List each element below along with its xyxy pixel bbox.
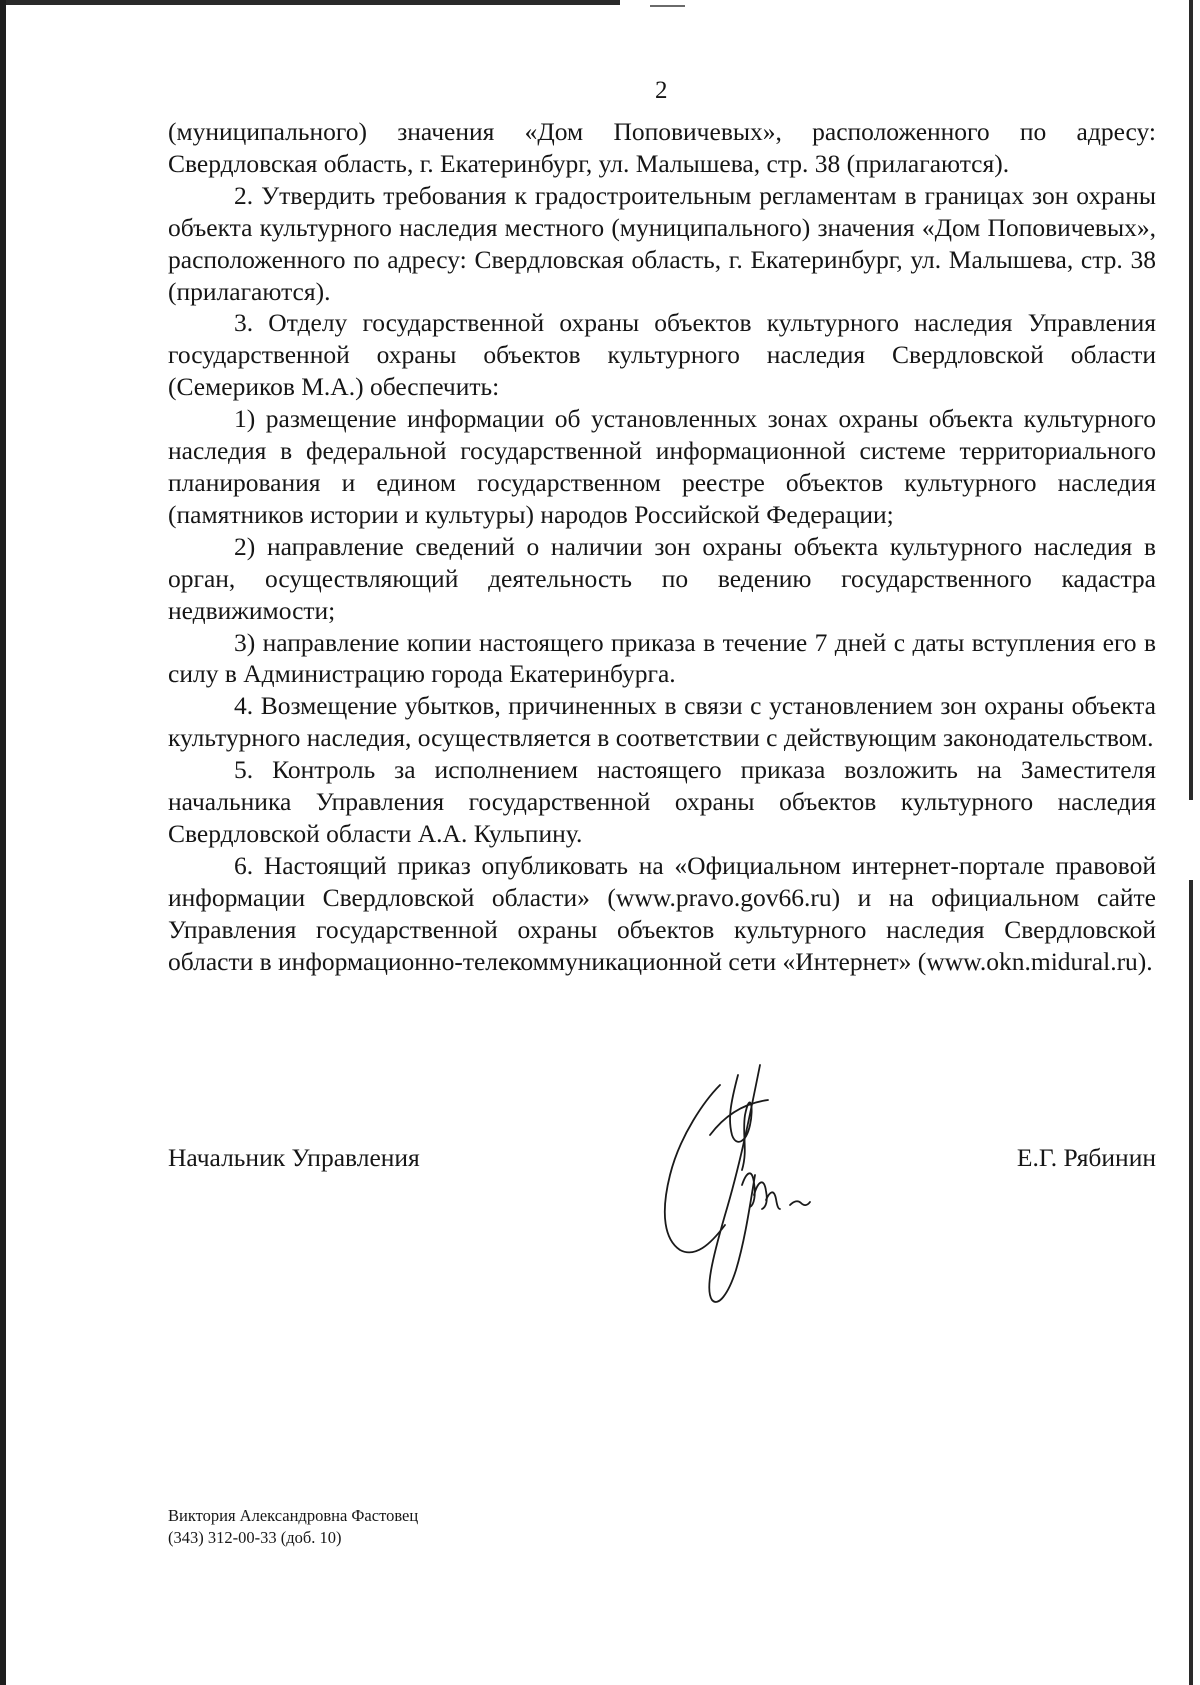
document-body <box>168 116 1156 977</box>
handwritten-signature <box>650 1055 880 1325</box>
executor-contact <box>168 1505 418 1549</box>
scan-border-right-gap <box>1189 800 1193 880</box>
paragraph-item-3: 3. Отделу государственной охраны объектов культурного наследия Управления государственной охраны объектов культурного наследия Свердловской области (Семериков М.А.) обеспечить: <box>168 308 1156 402</box>
executor-phone: (343) 312-00-33 (доб. 10) <box>168 1528 342 1547</box>
signer-name: Е.Г. Рябинин <box>1016 1143 1156 1172</box>
subitem-3-3: 3) направление копии настоящего приказа в течение 7 дней с даты вступления его в силу в Администрацию города Екатеринбурга. <box>168 627 1156 689</box>
page-number: 2 <box>655 77 668 104</box>
paragraph-item-6: 6. Настоящий приказ опубликовать на «Официальном интернет-портале правовой информации Свердловской области» (www.pravo.gov66.ru) и на официальном сайте Управления государственной охраны объектов культурного наследия Свердловской области в информационно-телекоммуникационной сети «Интернет» (www.okn.midural.ru). <box>168 850 1156 976</box>
scan-border-top-fragment <box>650 5 685 7</box>
executor-name: Виктория Александровна Фастовец <box>168 1506 419 1525</box>
paragraph-item-2: 2. Утвердить требования к градостроительным регламентам в границах зон охраны объекта культурного наследия местного (муниципального) значения «Дом Поповичевых», расположенного по адресу: Свердловская область, г. Екатеринбург, ул. Малышева, стр. 38 (прилагаются). <box>168 180 1156 306</box>
paragraph-item-4: 4. Возмещение убытков, причиненных в связи с установлением зон охраны объекта культурного наследия, осуществляется в соответствии с действующим законодательством. <box>168 691 1156 753</box>
scan-border-left <box>0 0 6 1685</box>
paragraph-continuation: (муниципального) значения «Дом Поповичевых», расположенного по адресу: Свердловская область, г. Екатеринбург, ул. Малышева, стр. 38 (прилагаются). <box>168 117 1156 178</box>
subitem-3-2: 2) направление сведений о наличии зон охраны объекта культурного наследия в орган, осуществляющий деятельность по ведению государственного кадастра недвижимости; <box>168 531 1156 625</box>
paragraph-item-5: 5. Контроль за исполнением настоящего приказа возложить на Заместителя начальника Управления государственной охраны объектов культурного наследия Свердловской области А.А. Кульпину. <box>168 755 1156 848</box>
subitem-3-1: 1) размещение информации об установленных зонах охраны объекта культурного наследия в федеральной государственной информационной системе территориального планирования и едином государственном реестре объектов культурного наследия (памятников истории и культуры) народов Российской Федерации; <box>168 404 1156 529</box>
scan-border-top <box>0 0 620 5</box>
signer-position: Начальник Управления <box>168 1143 420 1172</box>
